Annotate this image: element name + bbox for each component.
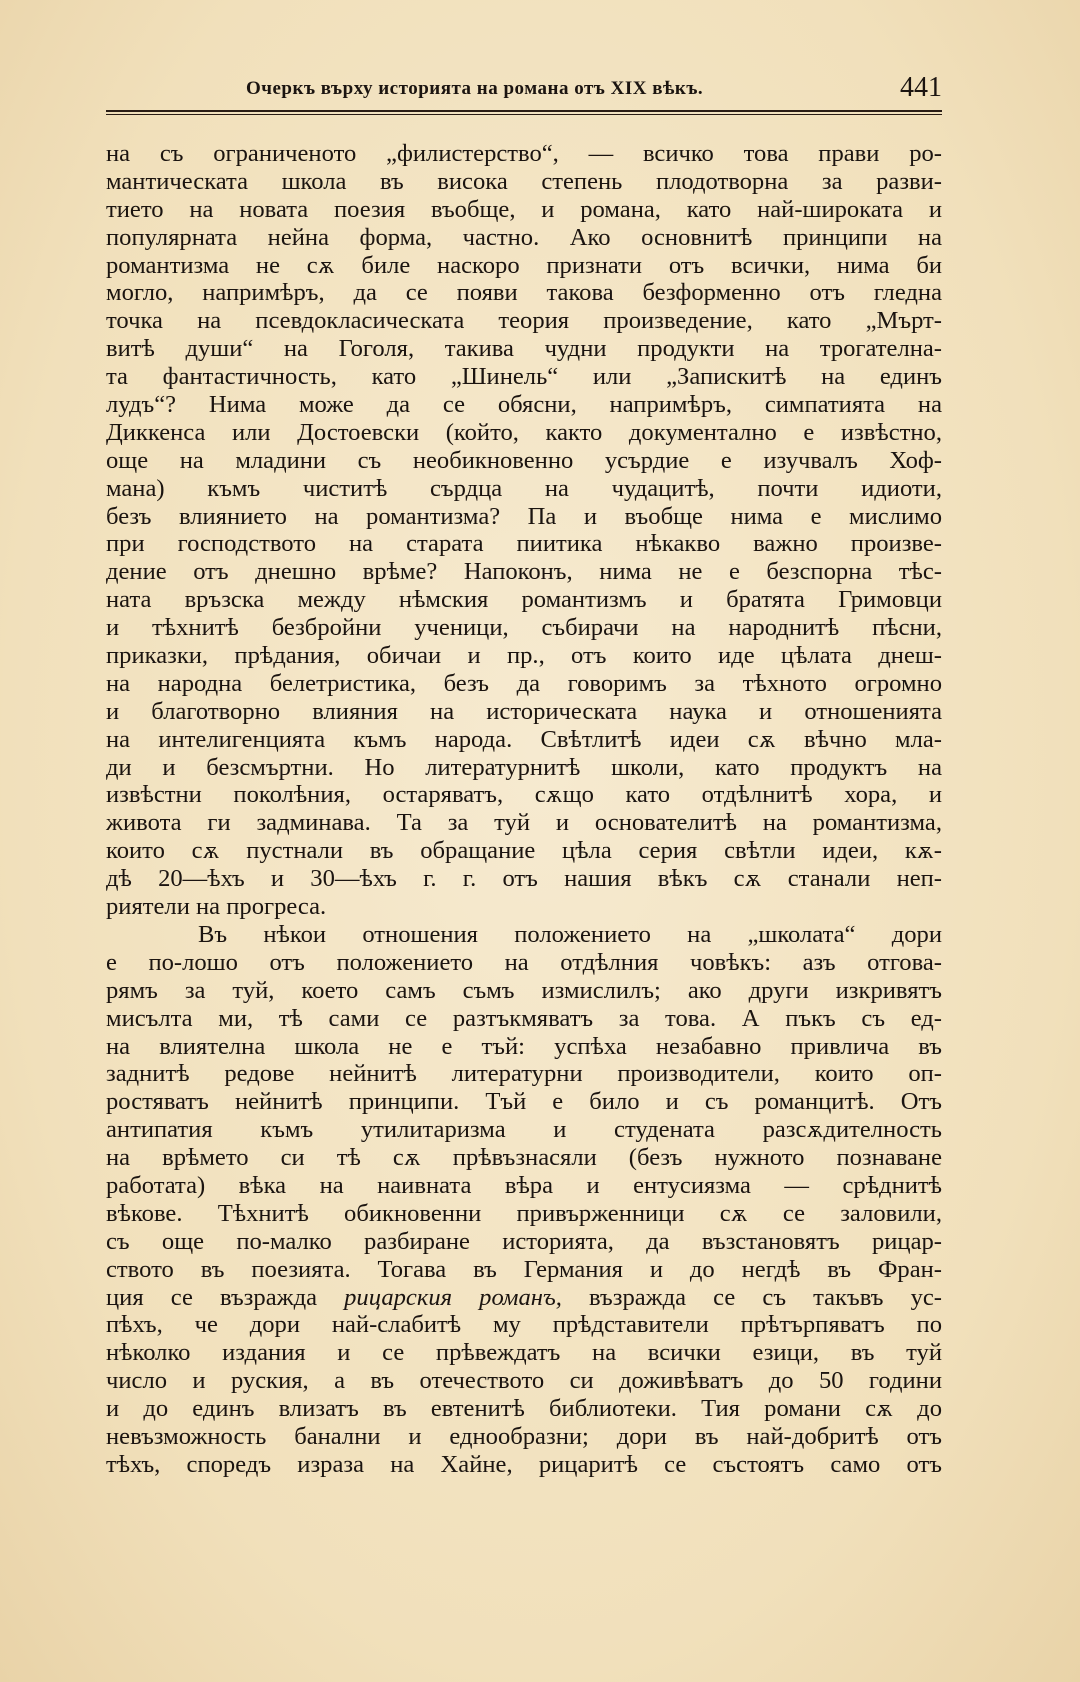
text-line: живота ги задминава. Та за туй и основателитѣ на романтизма, bbox=[106, 809, 942, 837]
text-line: пѣхъ, че дори най-слабитѣ му прѣдставители прѣтърпяватъ по bbox=[106, 1311, 942, 1339]
text-line: заднитѣ редове нейнитѣ литературни производители, които оп- bbox=[106, 1060, 942, 1088]
text-line: съ още по-малко разбиране историята, да възстановятъ рицар- bbox=[106, 1227, 942, 1255]
header-rule bbox=[106, 110, 942, 112]
knights-romance-italic: рицарския романъ, bbox=[344, 1283, 562, 1311]
text-line: на врѣмето си тѣ сѫ прѣвъзнасяли (безъ нужното познаване bbox=[106, 1144, 942, 1172]
text-line: Диккенса или Достоевски (който, както документално е извѣстно, bbox=[106, 418, 942, 446]
text-line: ростяватъ нейнитѣ принципи. Тъй е било и съ романцитѣ. Отъ bbox=[106, 1088, 942, 1116]
text-line: на народна белетристика, безъ да говоримъ за тѣхното огромно bbox=[106, 669, 942, 697]
text-line: извѣстни поколѣния, остаряватъ, сѫщо като отдѣлнитѣ хора, и bbox=[106, 781, 942, 809]
text-line: точка на псевдокласическата теория произведение, като „Мърт- bbox=[106, 307, 942, 335]
text-line: ството въ поезията. Тогава въ Германия и до негдѣ въ Фран- bbox=[106, 1255, 942, 1283]
text-line: ната връзска между нѣмския романтизмъ и братята Гримовци bbox=[106, 586, 942, 614]
text-line: романтизма не сѫ биле наскоро признати отъ всички, нима би bbox=[106, 251, 942, 279]
text-line: антипатия къмъ утилитаризма и студената разсѫдителность bbox=[106, 1116, 942, 1144]
text-line: вѣкове. Тѣхнитѣ обикновенни привърженници сѫ се заловили, bbox=[106, 1199, 942, 1227]
text-line: популярната нейна форма, частно. Ако основнитѣ принципи на bbox=[106, 223, 942, 251]
text-line: и благотворно влияния на историческата наука и отношенията bbox=[106, 697, 942, 725]
paragraph-1 bbox=[106, 140, 942, 921]
text-line: мана) къмъ чиститѣ сърдца на чудацитѣ, почти идиоти, bbox=[106, 474, 942, 502]
text-line: мисълта ми, тѣ сами се разтъкмяватъ за това. А пъкъ съ ед- bbox=[106, 1004, 942, 1032]
running-head: Очеркъ върху историята на романа отъ XIX вѣкъ. bbox=[246, 78, 704, 99]
knights-suffix: възражда се съ такъвъ ус- bbox=[561, 1283, 942, 1311]
text-line: работата) вѣка на наивната вѣра и ентусиязма — срѣднитѣ bbox=[106, 1171, 942, 1199]
text-line-knights-romance bbox=[106, 1284, 942, 1312]
text-line: тието на новата поезия въобще, и романа, като най-широката и bbox=[106, 195, 942, 223]
header-rule-thin bbox=[106, 114, 942, 115]
text-line: дѣ 20—ѣхъ и 30—ѣхъ г. г. отъ нашия вѣкъ сѫ станали неп- bbox=[106, 865, 942, 893]
text-line: на съ ограниченото „филистерство“, — всичко това прави ро- bbox=[106, 140, 942, 167]
text-line: още на младини съ необикновенно усърдие е изучвалъ Хоф- bbox=[106, 446, 942, 474]
text-line: на влиятелна школа не е тъй: успѣха незабавно привлича въ bbox=[106, 1032, 942, 1060]
text-line: дение отъ днешно врѣме? Напоконъ, нима не е безспорна тѣс- bbox=[106, 558, 942, 586]
text-line: могло, напримѣръ, да се появи такова безформенно отъ гледна bbox=[106, 279, 942, 307]
text-line: тѣхъ, споредъ израза на Хайне, рицаритѣ се състоятъ само отъ bbox=[106, 1450, 942, 1478]
text-line: рямъ за туй, което самъ съмъ измислилъ; ако други изкривятъ bbox=[106, 976, 942, 1004]
text-line: на интелигенцията къмъ народа. Свѣтлитѣ идеи сѫ вѣчно мла- bbox=[106, 725, 942, 753]
text-line: е по-лошо отъ положението на отдѣлния човѣкъ: азъ отгова- bbox=[106, 948, 942, 976]
text-line: число и руския, а въ отечеството си доживѣватъ до 50 години bbox=[106, 1367, 942, 1395]
paragraph-2 bbox=[106, 921, 942, 1284]
text-line: та фантастичность, като „Шинель“ или „Запискитѣ на единъ bbox=[106, 363, 942, 391]
text-line: лудъ“? Нима може да се обясни, напримѣръ, симпатията на bbox=[106, 391, 942, 419]
body-text bbox=[106, 140, 942, 1479]
text-line: при господството на старата пиитика нѣкакво важно произве- bbox=[106, 530, 942, 558]
text-line: риятели на прогреса. bbox=[106, 893, 327, 921]
page-number: 441 bbox=[900, 72, 942, 103]
text-line: и до единъ влизатъ въ евтенитѣ библиотеки. Тия романи сѫ до bbox=[106, 1395, 942, 1423]
text-line: нѣколко издания и се прѣвеждатъ на всички езици, въ туй bbox=[106, 1339, 942, 1367]
text-line: мантическата школа въ висока степень плодотворна за разви- bbox=[106, 167, 942, 195]
text-line: Въ нѣкои отношения положението на „школата“ дори bbox=[198, 920, 942, 948]
text-line: приказки, прѣдания, обичаи и пр., отъ които иде цѣлата днеш- bbox=[106, 642, 942, 670]
text-line: невъзможность банални и еднообразни; дори въ най-добритѣ отъ bbox=[106, 1422, 942, 1450]
text-line: витѣ души“ на Гоголя, такива чудни продукти на трогателна- bbox=[106, 335, 942, 363]
paragraph-2-continued bbox=[106, 1311, 942, 1478]
text-line: безъ влиянието на романтизма? Па и въобще нима е мислимо bbox=[106, 502, 942, 530]
knights-prefix: ция се възражда bbox=[106, 1283, 345, 1311]
page-header bbox=[106, 70, 942, 106]
text-line: които сѫ пустнали въ обращание цѣла серия свѣтли идеи, кѫ- bbox=[106, 837, 942, 865]
text-line: и тѣхнитѣ безбройни ученици, събирачи на народнитѣ пѣсни, bbox=[106, 614, 942, 642]
text-line: ди и безсмъртни. Но литературнитѣ школи, като продуктъ на bbox=[106, 753, 942, 781]
